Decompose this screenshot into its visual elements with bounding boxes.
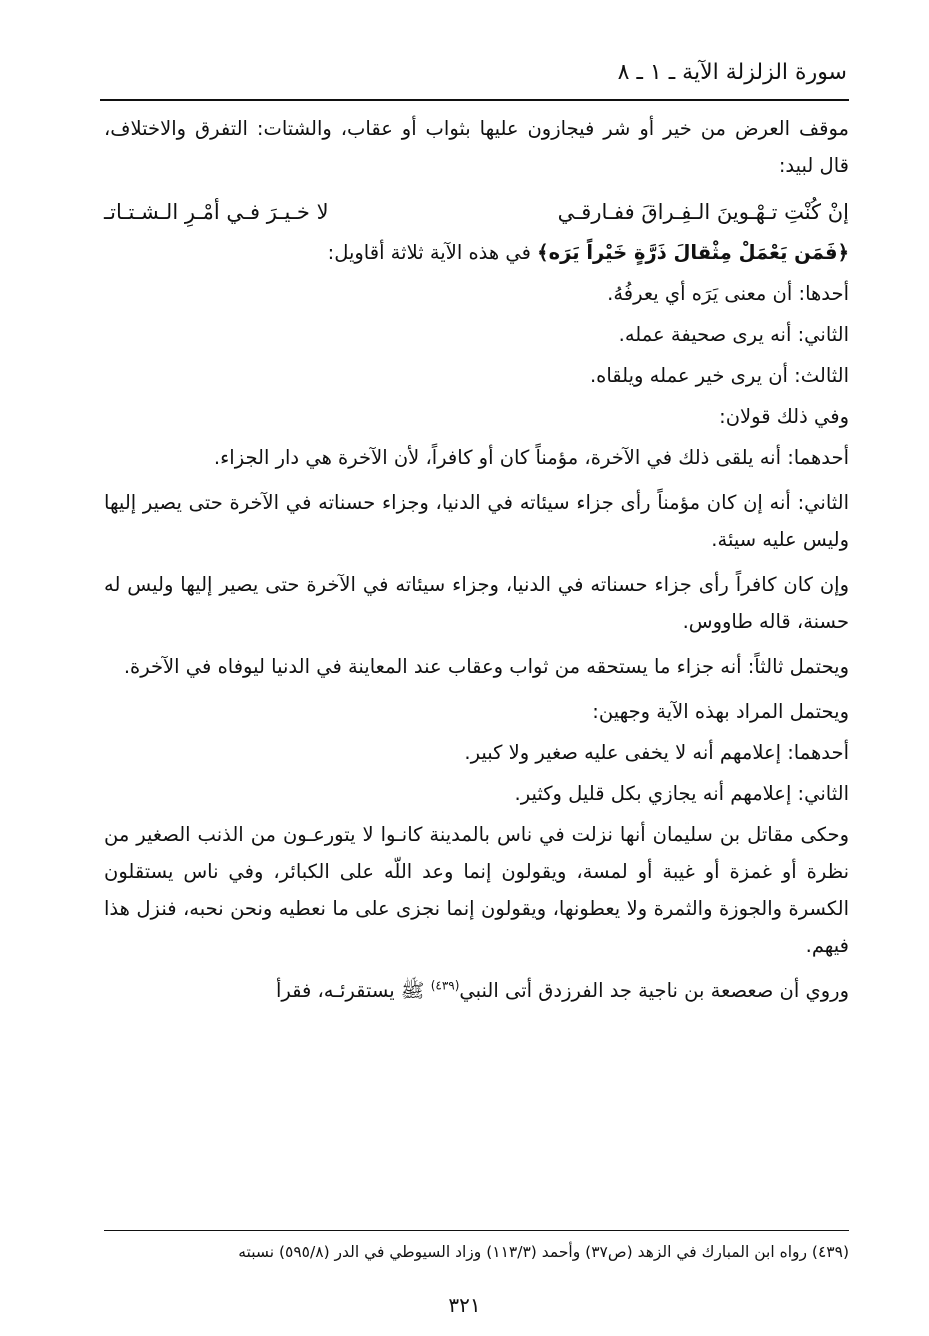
sasaa-text: وروي أن صعصعة بن ناجية جد الفرزدق أتى النبي (459, 979, 849, 1002)
paragraph-first-view: أحدهما: أنه يلقى ذلك في الآخرة، مؤمناً كان أو كافراً، لأن الآخرة هي دار الجزاء. (213, 446, 849, 469)
quran-intro-line (104, 234, 849, 271)
verse-second-hemistich: لا خـيـرَ فـي أمْـرِ الـشـتـاتـ (104, 200, 329, 224)
aspects-line-2: أحدهما: إعلامهم أنه لا يخفى عليه صغير ولا كبير. (464, 741, 849, 764)
quran-quote: ﴿فَمَن يَعْمَلْ مِثْقالَ ذَرَّةٍ خَيْراً يَرَه﴾ (537, 241, 849, 264)
footnote-reference: (٤٣٩) (430, 978, 460, 993)
paragraph-sasaa (104, 972, 849, 1009)
quran-followup: في هذه الآية ثلاثة أقاويل: (327, 241, 538, 264)
footnote-text: (٤٣٩) رواه ابن المبارك في الزهد (ص٣٧) وأحمد (١١٣/٣) وزاد السيوطي في الدر (٥٩٥/٨) نسبته (238, 1243, 849, 1261)
main-text (104, 110, 849, 1017)
opinion-line-3: الثالث: أن يرى خير عمله ويلقاه. (589, 364, 849, 387)
footnote-rule (104, 1230, 849, 1231)
paragraph-third-view: ويحتمل ثالثاً: أنه جزاء ما يستحقه من ثواب وعقاب عند المعاينة في الدنيا ليوفاه في الآخرة. (123, 655, 849, 678)
poetry-verse (104, 192, 849, 232)
paragraph-muqatil: وحكى مقاتل بن سليمان أنها نزلت في ناس بالمدينة كانـوا لا يتورعـون من الذنب الصغير من نظرة أو غمزة أو غيبة أو لمسة، ويقولون إنما وعد اللّه على الكبائر، وفي ناس يستقلون الكسرة والجوزة والثمرة ولا يعطونها، ويقولون إنما نجزى على ما نعطيه ونحن نحبه، فنزل هذا فيهم. (104, 823, 849, 957)
aspects-line-1: ويحتمل المراد بهذه الآية وجهين: (592, 700, 849, 723)
paragraph-disbeliever: وإن كان كافراً رأى جزاء حسناته في الدنيا، وجزاء سيئاته في الآخرة حتى يصير إليها وليس له حسنة، قاله طاووس. (104, 573, 849, 633)
running-header: سورة الزلزلة الآية ـ ١ ـ ٨ (617, 60, 847, 85)
opinion-line-1: أحدها: أن معنى يَرَه أي يعرفُهُ. (607, 282, 849, 305)
page-number: ٣٢١ (448, 1293, 481, 1317)
sasaa-continuation: ﷺ يستقرئـه، فقرأ (275, 979, 431, 1002)
verse-first-hemistich: إنْ كُنْتِ تـهْـوينَ الـفِـراقَ ففـارقـي (557, 200, 849, 224)
paragraph-second-view: الثاني: أنه إن كان مؤمناً رأى جزاء سيئاته في الدنيا، وجزاء حسناته في الآخرة حتى يصير إليها وليس عليه سيئة. (104, 491, 849, 551)
header-rule (100, 99, 849, 101)
opinion-line-4: وفي ذلك قولان: (719, 405, 849, 428)
aspects-line-3: الثاني: إعلامهم أنه يجازي بكل قليل وكثير. (514, 782, 849, 805)
paragraph-intro: موقف العرض من خير أو شر فيجازون عليها بثواب أو عقاب، والشتات: التفرق والاختلاف، قال لبيد: (104, 117, 849, 177)
opinion-line-2: الثاني: أنه يرى صحيفة عمله. (618, 323, 849, 346)
